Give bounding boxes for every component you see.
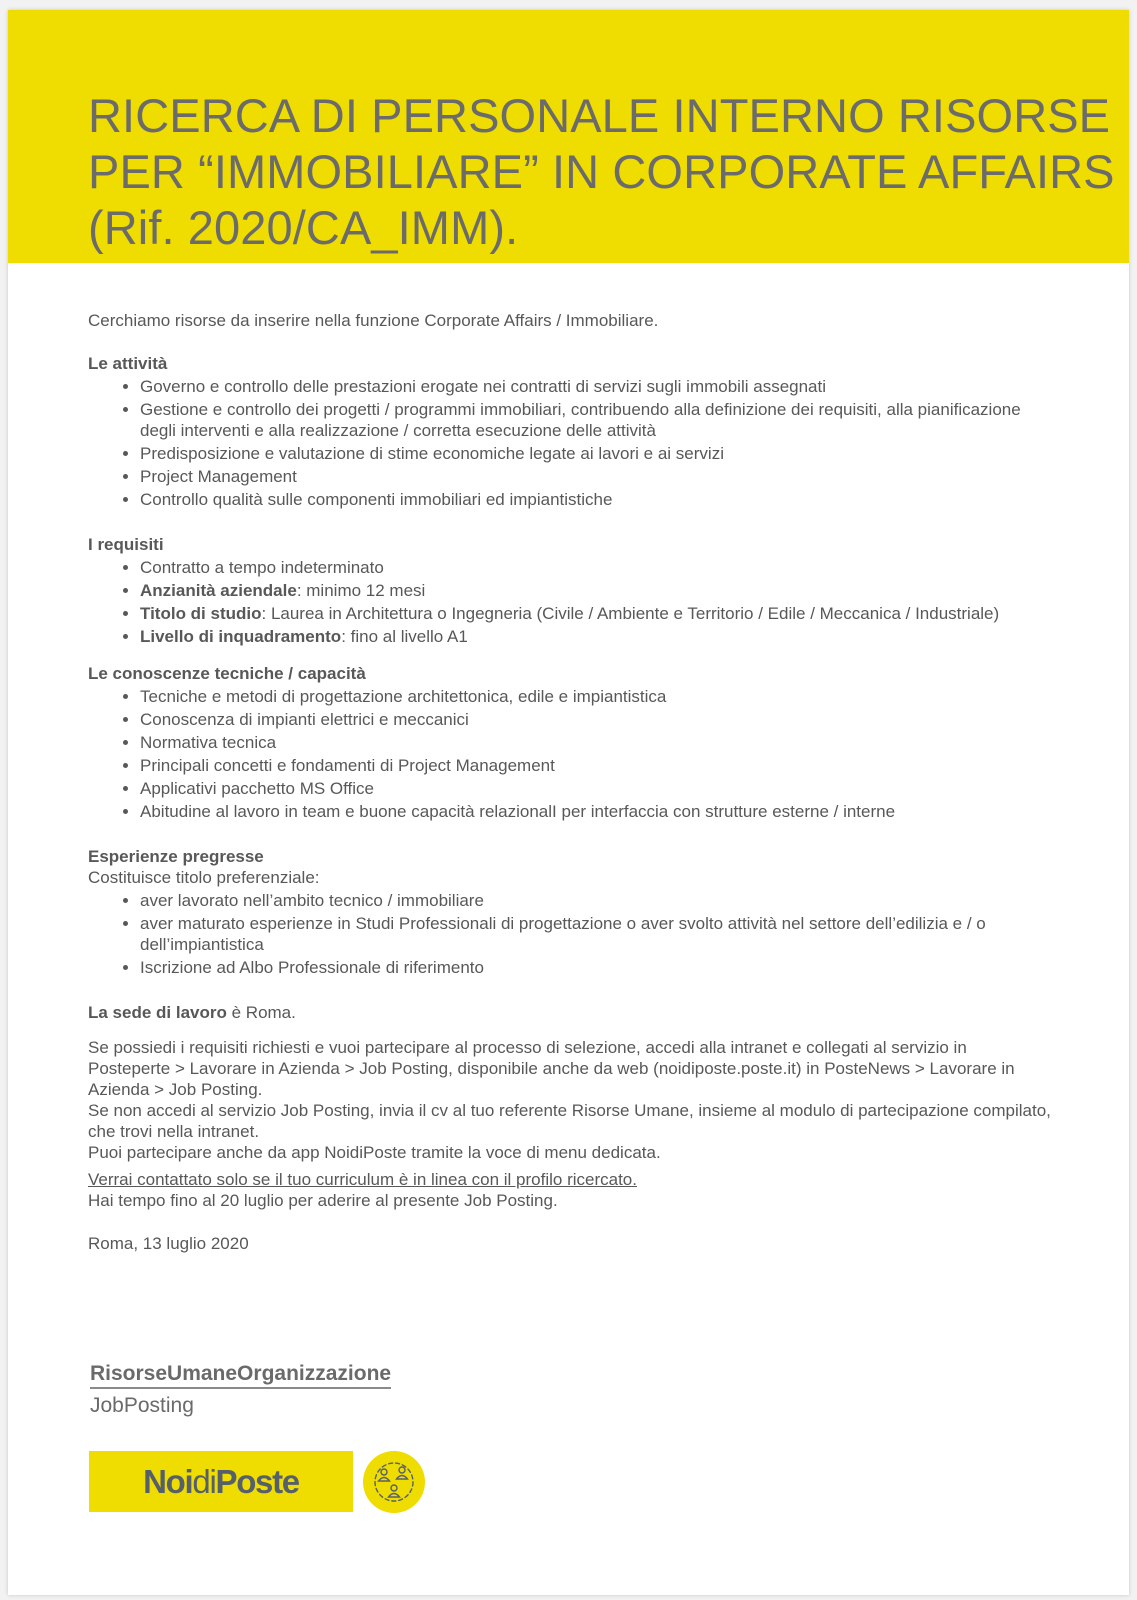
deadline-text: Hai tempo fino al 20 luglio per aderire al presente Job Posting. [88, 1191, 558, 1210]
people-network-icon-svg [363, 1451, 425, 1513]
conoscenze-list [88, 686, 1053, 822]
item-value: : Laurea in Architettura o Ingegneria (Civile / Ambiente e Territorio / Edile / Meccanica / Industriale) [261, 604, 1000, 623]
esperienze-subheading: Costituisce titolo preferenziale: [88, 868, 320, 887]
logo-wordmark: NoidiPoste [143, 1462, 299, 1500]
list-item: • Abitudine al lavoro in team e buone capacità relazionalI per interfaccia con strutture esterne / interne [140, 801, 1053, 822]
document-body [88, 310, 1053, 1254]
list-item: • Predisposizione e valutazione di stime economiche legate ai lavori e ai servizi [140, 443, 1053, 464]
item-label: Titolo di studio [140, 604, 262, 623]
page-title: RICERCA DI PERSONALE INTERNO RISORSE PER “IMMOBILIARE” IN CORPORATE AFFAIRS (Rif. 2020/CA_IMM). [88, 89, 1115, 254]
list-item: • aver maturato esperienze in Studi Professionali di progettazione o aver svolto attività nel settore dell’edilizia e / o dell’impiantistica [140, 913, 1053, 955]
list-item: • Gestione e controllo dei progetti / programmi immobiliari, contribuendo alla definizione dei requisiti, alla pianificazione degli interventi e alla realizzazione / corretta esecuzione delle attività [140, 399, 1053, 441]
signature-block [90, 1362, 391, 1418]
list-item: • Normativa tecnica [140, 732, 1053, 753]
signature-sub: JobPosting [90, 1394, 194, 1417]
people-network-icon [363, 1451, 425, 1513]
list-item: • aver lavorato nell’ambito tecnico / immobiliare [140, 890, 1053, 911]
list-item [140, 580, 1053, 601]
list-item: • Applicativi pacchetto MS Office [140, 778, 1053, 799]
esperienze-heading: Esperienze pregresse [88, 847, 264, 866]
istruzioni-p2: Se non accedi al servizio Job Posting, invia il cv al tuo referente Risorse Umane, insieme al modulo di partecipazione compilato, che trovi nella intranet. [88, 1101, 1051, 1141]
title-banner [8, 10, 1129, 263]
list-item: • Governo e controllo delle prestazioni erogate nei contratti di servizi sugli immobili assegnati [140, 376, 1053, 397]
list-item [140, 603, 1053, 624]
list-item: • Principali concetti e fondamenti di Project Management [140, 755, 1053, 776]
attivita-list [88, 376, 1053, 510]
sede-label: La sede di lavoro [88, 1003, 227, 1022]
signature-org: RisorseUmaneOrganizzazione [90, 1362, 391, 1389]
date-line: Roma, 13 luglio 2020 [88, 1234, 249, 1253]
conoscenze-heading: Le conoscenze tecniche / capacità [88, 664, 366, 683]
noidiposte-logo [89, 1451, 353, 1512]
intro-text: Cerchiamo risorse da inserire nella funzione Corporate Affairs / Immobiliare. [88, 311, 659, 330]
istruzioni-p3: Puoi partecipare anche da app NoidiPoste tramite la voce di menu dedicata. [88, 1143, 661, 1162]
attivita-heading: Le attività [88, 354, 168, 373]
list-item: • Tecniche e metodi di progettazione architettonica, edile e impiantistica [140, 686, 1053, 707]
list-item: • Contratto a tempo indeterminato [140, 557, 1053, 578]
esperienze-list [88, 890, 1053, 978]
istruzioni-p1: Se possiedi i requisiti richiesti e vuoi partecipare al processo di selezione, accedi alla intranet e collegati al servizio in Posteperte > Lavorare in Azienda > Job Posting, disponibile anche da web (noidiposte.poste.it) in PosteNews > Lavorare in Azienda > Job Posting. [88, 1038, 1015, 1099]
list-item: • Iscrizione ad Albo Professionale di riferimento [140, 957, 1053, 978]
list-item: • Project Management [140, 466, 1053, 487]
item-value: : minimo 12 mesi [296, 581, 426, 600]
item-value: : fino al livello A1 [341, 627, 468, 646]
requisiti-list [88, 557, 1053, 647]
requisiti-heading: I requisiti [88, 535, 164, 554]
item-label: Anzianità aziendale [140, 581, 297, 600]
list-item [140, 626, 1053, 647]
list-item: • Controllo qualità sulle componenti immobiliari ed impiantistiche [140, 489, 1053, 510]
list-item: • Conoscenza di impianti elettrici e meccanici [140, 709, 1053, 730]
sede-value: è Roma. [226, 1003, 296, 1022]
document-page [8, 10, 1129, 1595]
contact-note: Verrai contattato solo se il tuo curriculum è in linea con il profilo ricercato. [88, 1170, 637, 1189]
item-label: Livello di inquadramento [140, 627, 342, 646]
sede-line [88, 1002, 1053, 1023]
